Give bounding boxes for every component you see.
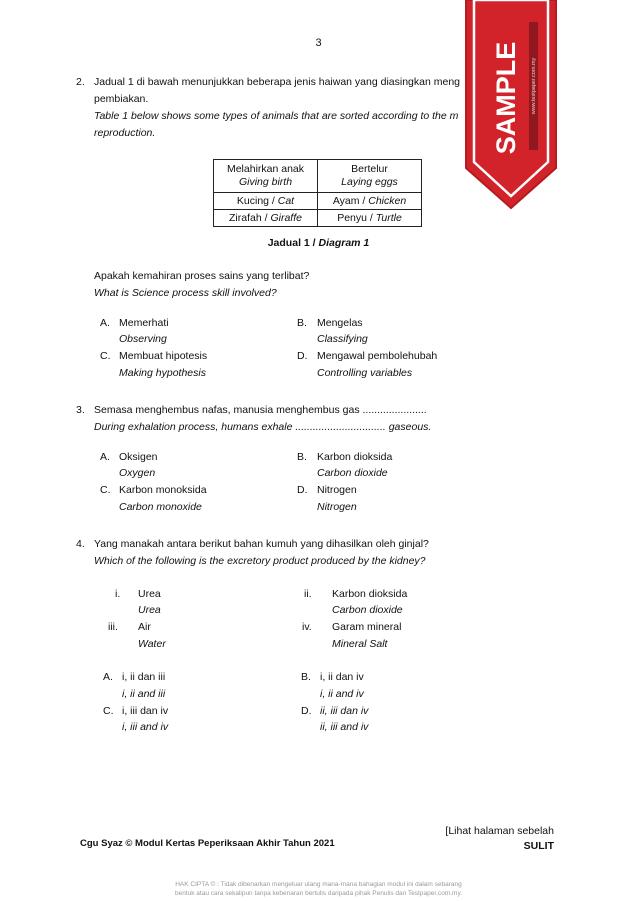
q3-option-a-malay[interactable]: Oksigen	[119, 451, 158, 463]
q4-option-a-letter[interactable]: A.	[103, 671, 113, 683]
cell-english: Turtle	[375, 211, 402, 224]
table-header-cell	[214, 160, 318, 193]
cell-malay: Kucing /	[236, 194, 278, 207]
table-caption	[0, 237, 637, 249]
q2-number: 2.	[76, 76, 85, 88]
q3-option-a-letter[interactable]: A.	[100, 451, 110, 463]
q2-option-d-letter[interactable]: D.	[297, 350, 308, 362]
q3-option-c-english[interactable]: Carbon monoxide	[119, 501, 202, 513]
q2-option-a-english[interactable]: Observing	[119, 333, 167, 345]
footer-sulit: SULIT	[523, 840, 554, 852]
q4-option-a-english[interactable]: i, ii and iii	[122, 688, 166, 700]
page-number: 3	[315, 37, 322, 49]
q3-option-c-letter[interactable]: C.	[100, 484, 111, 496]
q3-option-b-malay[interactable]: Karbon dioksida	[317, 451, 393, 463]
q3-number: 3.	[76, 404, 85, 416]
q4-option-c-letter[interactable]: C.	[103, 705, 114, 717]
cell-english: Chicken	[368, 194, 407, 207]
q2-question-malay: Apakah kemahiran proses sains yang terlibat?	[94, 270, 310, 282]
q2-option-a-malay[interactable]: Memerhati	[119, 317, 169, 329]
q4-option-b-letter[interactable]: B.	[301, 671, 311, 683]
q4-item-iii-english: Water	[138, 638, 166, 650]
q4-english: Which of the following is the excretory product produced by the kidney?	[94, 555, 426, 567]
cell-malay: Penyu /	[337, 211, 376, 224]
q4-item-iv-roman: iv.	[302, 621, 312, 633]
table-header-row	[214, 160, 422, 193]
q4-option-b-english[interactable]: i, ii and iv	[320, 688, 364, 700]
cell-malay: Ayam /	[332, 194, 369, 207]
q2-malay-line1: Jadual 1 di bawah menunjukkan beberapa jenis haiwan yang diasingkan meng	[94, 76, 461, 88]
footer-author: Cgu Syaz © Modul Kertas Peperiksaan Akhir Tahun 2021	[80, 838, 335, 849]
q4-item-iii-roman: iii.	[108, 621, 118, 633]
footer-copyright-line2: bentuk atau cara sekalipun tanpa kebenaran bertulis daripada pihak Penulis dan Testpaper.com.my.	[174, 890, 463, 897]
q4-number: 4.	[76, 538, 85, 550]
q4-item-iv-english: Mineral Salt	[332, 638, 388, 650]
q4-item-i-malay: Urea	[138, 588, 161, 600]
q4-item-iv-malay: Garam mineral	[332, 621, 402, 633]
footer-next-page: [Lihat halaman sebelah	[445, 825, 554, 837]
q3-option-b-letter[interactable]: B.	[297, 451, 307, 463]
q4-option-c-english[interactable]: i, iii and iv	[122, 721, 169, 733]
cell-english: Giraffe	[270, 211, 302, 224]
sample-small-text: www.testpaper.com.my	[530, 57, 537, 115]
caption-english: Diagram 1	[318, 237, 370, 249]
q3-english: During exhalation process, humans exhale ............................... gaseous.	[94, 421, 432, 433]
q4-item-ii-malay: Karbon dioksida	[332, 588, 408, 600]
q3-option-b-english[interactable]: Carbon dioxide	[317, 467, 388, 479]
q4-item-iii-malay: Air	[138, 621, 151, 633]
q2-option-a-letter[interactable]: A.	[100, 317, 110, 329]
table-header-cell	[318, 160, 422, 193]
caption-malay: Jadual 1 /	[267, 237, 319, 249]
q2-option-c-english[interactable]: Making hypothesis	[119, 367, 206, 379]
table-cell	[318, 210, 422, 227]
q4-item-i-english: Urea	[138, 604, 161, 616]
q3-option-d-letter[interactable]: D.	[297, 484, 308, 496]
q2-option-b-malay[interactable]: Mengelas	[317, 317, 363, 329]
q4-option-b-malay[interactable]: i, ii dan iv	[320, 671, 364, 683]
footer-copyright-line1: HAK CIPTA © : Tidak dibenarkan mengeluar ulang mana-mana bahagian modul ini dalam sebarang	[175, 881, 462, 888]
q2-option-c-letter[interactable]: C.	[100, 350, 111, 362]
sample-stamp-icon	[462, 0, 560, 212]
q4-option-d-malay[interactable]: ii, iii dan iv	[320, 705, 369, 717]
cell-english: Cat	[277, 194, 295, 207]
table-cell	[318, 193, 422, 210]
q2-option-b-english[interactable]: Classifying	[317, 333, 368, 345]
q2-english-line2: reproduction.	[94, 127, 156, 139]
q3-option-d-malay[interactable]: Nitrogen	[317, 484, 357, 496]
q4-option-c-malay[interactable]: i, iii dan iv	[122, 705, 169, 717]
q4-option-d-letter[interactable]: D.	[301, 705, 312, 717]
q4-option-d-english[interactable]: ii, iii and iv	[320, 721, 369, 733]
q4-item-i-roman: i.	[115, 588, 121, 600]
sample-stamp	[462, 0, 560, 212]
q3-option-a-english[interactable]: Oxygen	[119, 467, 156, 479]
animal-table	[213, 159, 422, 227]
q2-option-d-english[interactable]: Controlling variables	[317, 367, 413, 379]
q2-option-c-malay[interactable]: Membuat hipotesis	[119, 350, 208, 362]
header-malay: Bertelur	[351, 163, 388, 175]
q3-option-d-english[interactable]: Nitrogen	[317, 501, 357, 513]
q4-malay: Yang manakah antara berikut bahan kumuh yang dihasilkan oleh ginjal?	[94, 538, 429, 550]
table-row	[214, 210, 422, 227]
q4-option-a-malay[interactable]: i, ii dan iii	[122, 671, 166, 683]
q4-item-ii-roman: ii.	[304, 588, 312, 600]
table-row	[214, 193, 422, 210]
q2-option-d-malay[interactable]: Mengawal pembolehubah	[317, 350, 438, 362]
q2-english-line1: Table 1 below shows some types of animals that are sorted according to the m	[94, 110, 459, 122]
q2-question-english: What is Science process skill involved?	[94, 287, 277, 299]
table-cell	[214, 210, 318, 227]
header-english: Giving birth	[238, 176, 293, 188]
q3-option-c-malay[interactable]: Karbon monoksida	[119, 484, 207, 496]
sample-text: SAMPLE	[491, 41, 522, 155]
cell-malay: Zirafah /	[229, 211, 271, 224]
header-english: Laying eggs	[341, 176, 398, 188]
table-cell	[214, 193, 318, 210]
q2-malay-line2: pembiakan.	[94, 93, 149, 105]
q2-option-b-letter[interactable]: B.	[297, 317, 307, 329]
header-malay: Melahirkan anak	[226, 163, 305, 175]
q4-item-ii-english: Carbon dioxide	[332, 604, 403, 616]
q3-malay: Semasa menghembus nafas, manusia menghembus gas ......................	[94, 404, 427, 416]
